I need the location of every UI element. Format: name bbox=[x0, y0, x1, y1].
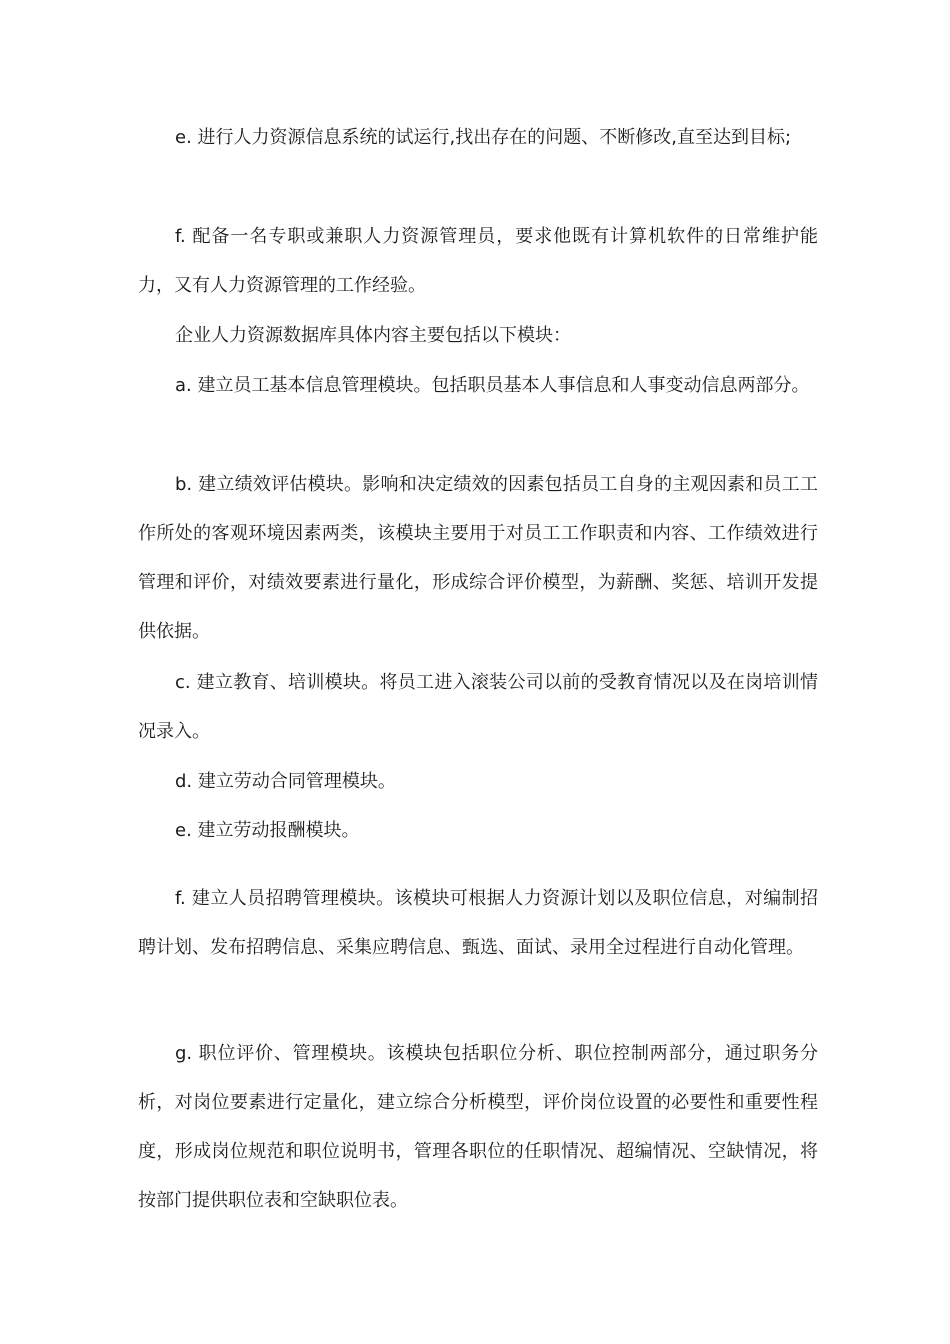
paragraph-e-compensation: e. 建立劳动报酬模块。 bbox=[175, 820, 360, 841]
paragraph-c-training: c. 建立教育、培训模块。将员工进入滚装公司以前的受教育情况以及在岗培训情况录入。 bbox=[138, 672, 818, 742]
paragraph-a-basic-info: a. 建立员工基本信息管理模块。包括职员基本人事信息和人事变动信息两部分。 bbox=[175, 375, 810, 396]
paragraph-f-recruitment: f. 建立人员招聘管理模块。该模块可根据人力资源计划以及职位信息，对编制招聘计划、发布招聘信息、采集应聘信息、甄选、面试、录用全过程进行自动化管理。 bbox=[138, 888, 818, 958]
paragraph-b-performance: b. 建立绩效评估模块。影响和决定绩效的因素包括员工自身的主观因素和员工工作所处的客观环境因素两类，该模块主要用于对员工工作职责和内容、工作绩效进行管理和评价，对绩效要素进行量化，形成综合评价模型，为薪酬、奖惩、培训开发提供依据。 bbox=[138, 474, 818, 642]
paragraph-g-position: g. 职位评价、管理模块。该模块包括职位分析、职位控制两部分，通过职务分析，对岗位要素进行定量化，建立综合分析模型，评价岗位设置的必要性和重要性程度，形成岗位规范和职位说明书，管理各职位的任职情况、超编情况、空缺情况，将按部门提供职位表和空缺职位表。 bbox=[138, 1043, 818, 1211]
paragraph-f-hr-admin: f. 配备一名专职或兼职人力资源管理员，要求他既有计算机软件的日常维护能力，又有人力资源管理的工作经验。 bbox=[138, 226, 818, 296]
paragraph-e-trial-run: e. 进行人力资源信息系统的试运行,找出存在的问题、不断修改,直至达到目标; bbox=[175, 127, 792, 148]
paragraph-d-contract: d. 建立劳动合同管理模块。 bbox=[175, 771, 396, 792]
paragraph-modules-intro: 企业人力资源数据库具体内容主要包括以下模块： bbox=[175, 325, 571, 346]
